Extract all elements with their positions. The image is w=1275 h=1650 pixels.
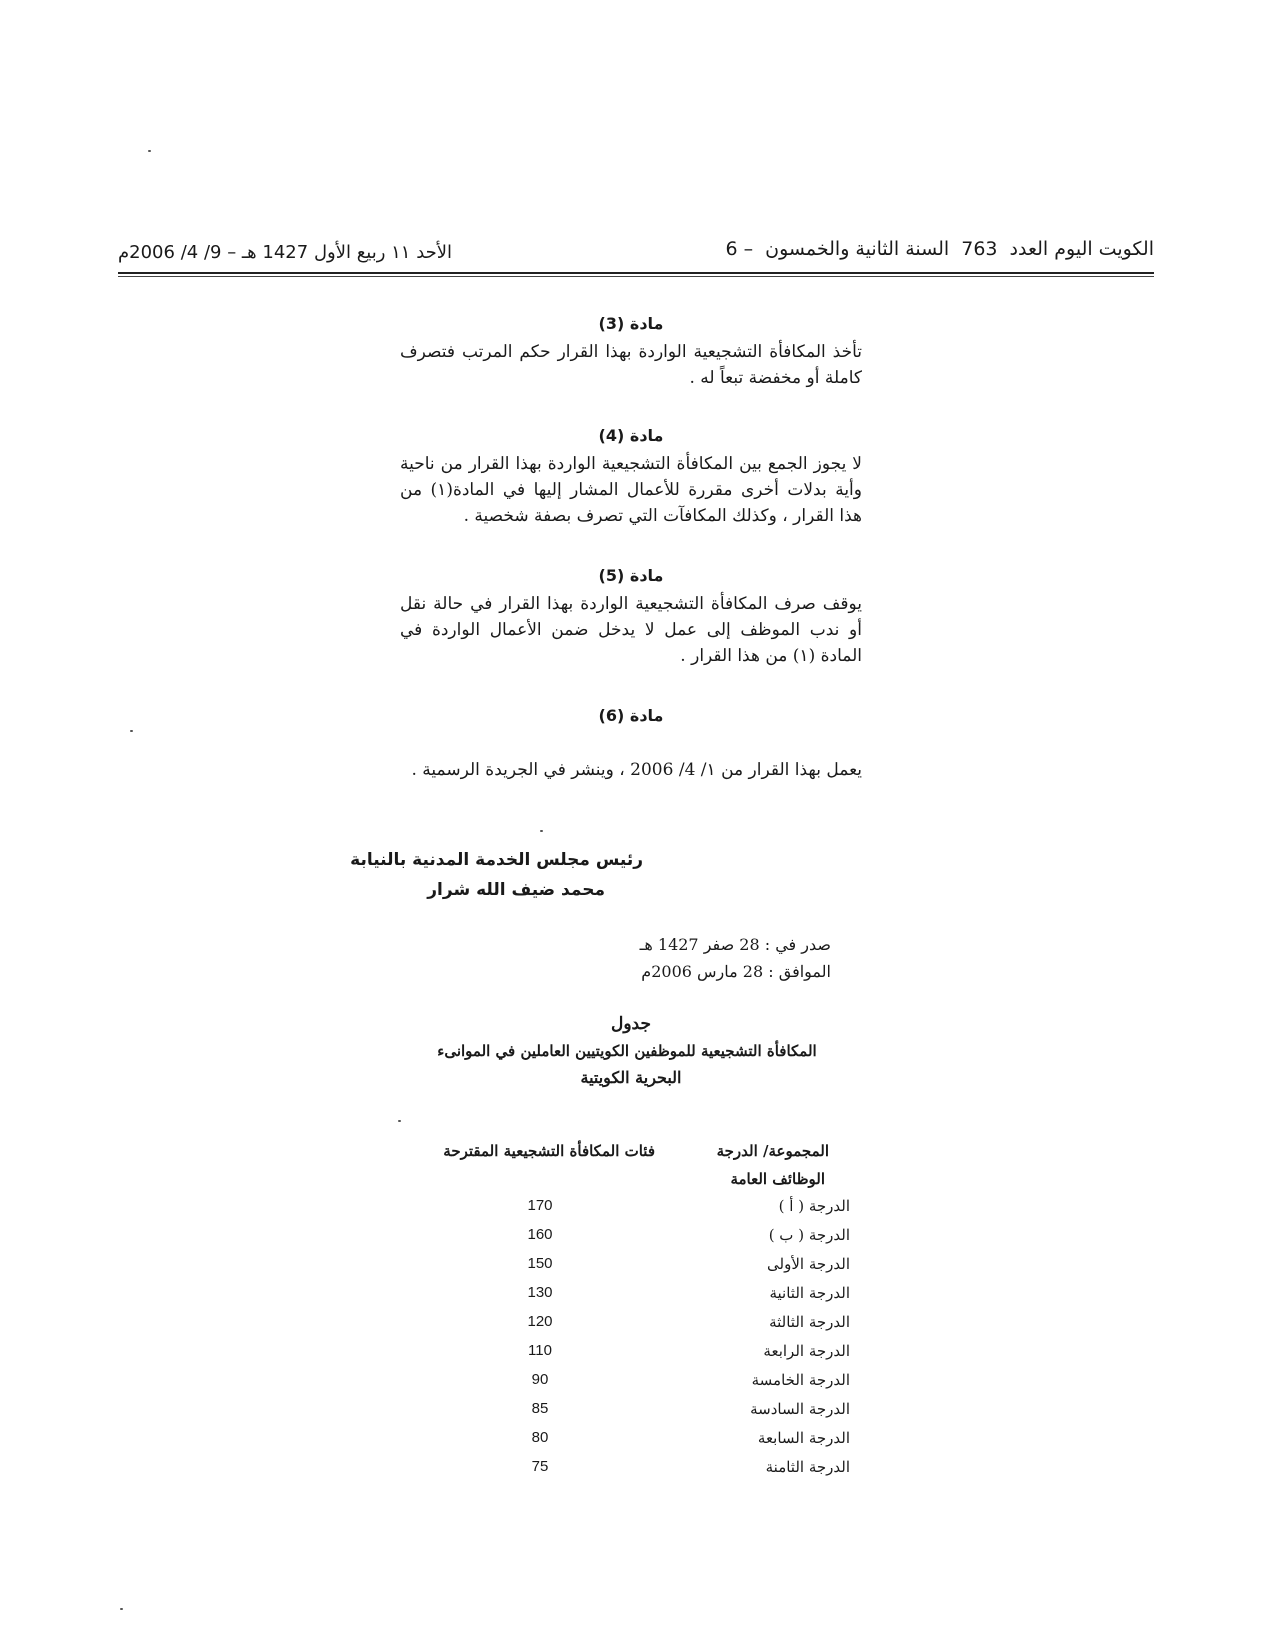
page-header — [118, 238, 1154, 274]
article-5 — [400, 566, 862, 669]
value-cell: 85 — [531, 1400, 549, 1417]
header-issue-number: 763 — [961, 238, 998, 260]
table-row — [510, 1197, 850, 1226]
table-row — [510, 1400, 850, 1429]
grade-cell: الدرجة ( أ ) — [778, 1197, 850, 1215]
table-label: جدول — [611, 1014, 651, 1034]
table-row — [510, 1371, 850, 1400]
signature-position: رئيس مجلس الخدمة المدنية بالنيابة — [350, 850, 643, 870]
grade-cell: الدرجة الثالثة — [769, 1313, 850, 1331]
grade-cell: الدرجة السابعة — [757, 1429, 850, 1447]
article-6 — [400, 706, 862, 783]
table-group-name: الوظائف العامة — [730, 1170, 825, 1188]
article-body: لا يجوز الجمع بين المكافأة التشجيعية الواردة بهذا القرار من ناحية وأية بدلات أخرى مقررة للأعمال المشار إليها في المادة(١) من هذا القرار ، وكذلك المكافآت التي تصرف بصفة شخصية . — [400, 454, 862, 526]
table-row — [510, 1342, 850, 1371]
grade-cell: الدرجة الرابعة — [763, 1342, 850, 1360]
signature-name: محمد ضيف الله شرار — [427, 880, 605, 900]
issued-gregorian-date: الموافق : 28 مارس 2006م — [641, 962, 831, 981]
value-cell: 150 — [527, 1255, 553, 1272]
column-header-amount: فئات المكافأة التشجيعية المقترحة — [443, 1142, 655, 1160]
article-title: مادة (4) — [598, 426, 664, 445]
article-title: مادة (3) — [598, 314, 664, 333]
column-header-group: المجموعة/ الدرجة — [716, 1142, 829, 1160]
header-issue-info — [719, 238, 1154, 260]
table-row — [510, 1313, 850, 1342]
header-rule — [118, 272, 1154, 274]
grade-cell: الدرجة الثانية — [769, 1284, 850, 1302]
article-body: يعمل بهذا القرار من ١/ 4/ 2006 ، وينشر في الجريدة الرسمية . — [411, 760, 862, 780]
article-4 — [400, 426, 862, 529]
grade-cell: الدرجة ( ب ) — [768, 1226, 850, 1244]
header-page-number: – 6 — [725, 238, 754, 260]
table-row — [510, 1429, 850, 1458]
table-row — [510, 1255, 850, 1284]
article-body: تأخذ المكافأة التشجيعية الواردة بهذا القرار حكم المرتب فتصرف كاملة أو مخفضة تبعاً له . — [400, 342, 862, 388]
value-cell: 130 — [527, 1284, 553, 1301]
header-date: الأحد ١١ ربيع الأول 1427 هـ – 9/ 4/ 2006م — [118, 242, 453, 263]
value-cell: 120 — [527, 1313, 553, 1330]
table-title-line2: البحرية الكويتية — [580, 1068, 682, 1087]
value-cell: 160 — [527, 1226, 553, 1243]
table-row — [510, 1284, 850, 1313]
grade-cell: الدرجة الثامنة — [765, 1458, 850, 1476]
header-rule-thin — [118, 276, 1154, 277]
article-body: يوقف صرف المكافأة التشجيعية الواردة بهذا القرار في حالة نقل أو ندب الموظف إلى عمل لا يدخل ضمن الأعمال الواردة في المادة (١) من هذا القرار . — [400, 594, 862, 666]
header-year: السنة الثانية والخمسون — [765, 238, 950, 260]
value-cell: 75 — [531, 1458, 549, 1475]
grade-cell: الدرجة الخامسة — [751, 1371, 850, 1389]
table-title-line1: المكافأة التشجيعية للموظفين الكويتيين العاملين في الموانىء — [437, 1042, 817, 1060]
table-row — [510, 1458, 850, 1487]
value-cell: 110 — [528, 1342, 552, 1359]
article-3 — [400, 314, 862, 391]
grade-cell: الدرجة الأولى — [767, 1255, 850, 1273]
value-cell: 80 — [531, 1429, 549, 1446]
header-newspaper: الكويت اليوم العدد — [1009, 238, 1154, 260]
value-cell: 170 — [527, 1197, 553, 1214]
reward-table — [510, 1197, 850, 1487]
table-row — [510, 1226, 850, 1255]
value-cell: 90 — [531, 1371, 549, 1388]
article-title: مادة (5) — [598, 566, 664, 585]
article-title: مادة (6) — [598, 706, 664, 725]
issued-hijri-date: صدر في : 28 صفر 1427 هـ — [639, 935, 831, 954]
grade-cell: الدرجة السادسة — [750, 1400, 850, 1418]
